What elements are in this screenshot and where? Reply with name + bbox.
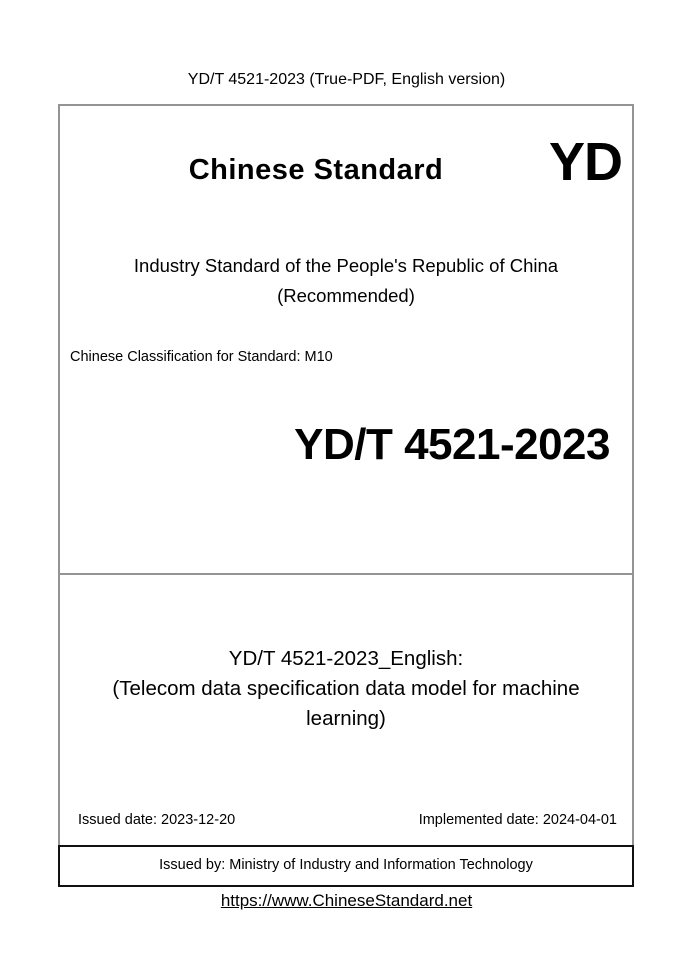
yd-logo: YD: [548, 132, 622, 192]
page-header-title: YD/T 4521-2023 (True-PDF, English version): [187, 71, 506, 88]
brand-title: Chinese Standard: [188, 154, 444, 186]
footer-url-link[interactable]: https://www.ChineseStandard.net: [220, 891, 473, 910]
standard-type-line2: (Recommended): [277, 285, 415, 306]
standard-number: YD/T 4521-2023: [294, 420, 610, 469]
english-title: YD/T 4521-2023_English:: [228, 647, 464, 670]
classification-note: Chinese Classification for Standard: M10: [70, 349, 333, 365]
standard-type-line1: Industry Standard of the People's Republic of China: [133, 255, 559, 276]
cover-box: [58, 104, 634, 845]
english-title-block: [60, 644, 632, 734]
implemented-date: Implemented date: 2024-04-01: [418, 812, 617, 828]
issued-by-text: Issued by: Ministry of Industry and Information Technology: [159, 857, 533, 873]
dates-row: [60, 811, 632, 829]
standard-type: [60, 251, 632, 311]
footer: [0, 891, 693, 911]
english-subtitle: (Telecom data specification data model for machine learning): [112, 677, 580, 730]
issued-date: Issued date: 2023-12-20: [78, 812, 236, 828]
issued-by-box: [58, 845, 634, 887]
section-divider: [60, 573, 632, 575]
